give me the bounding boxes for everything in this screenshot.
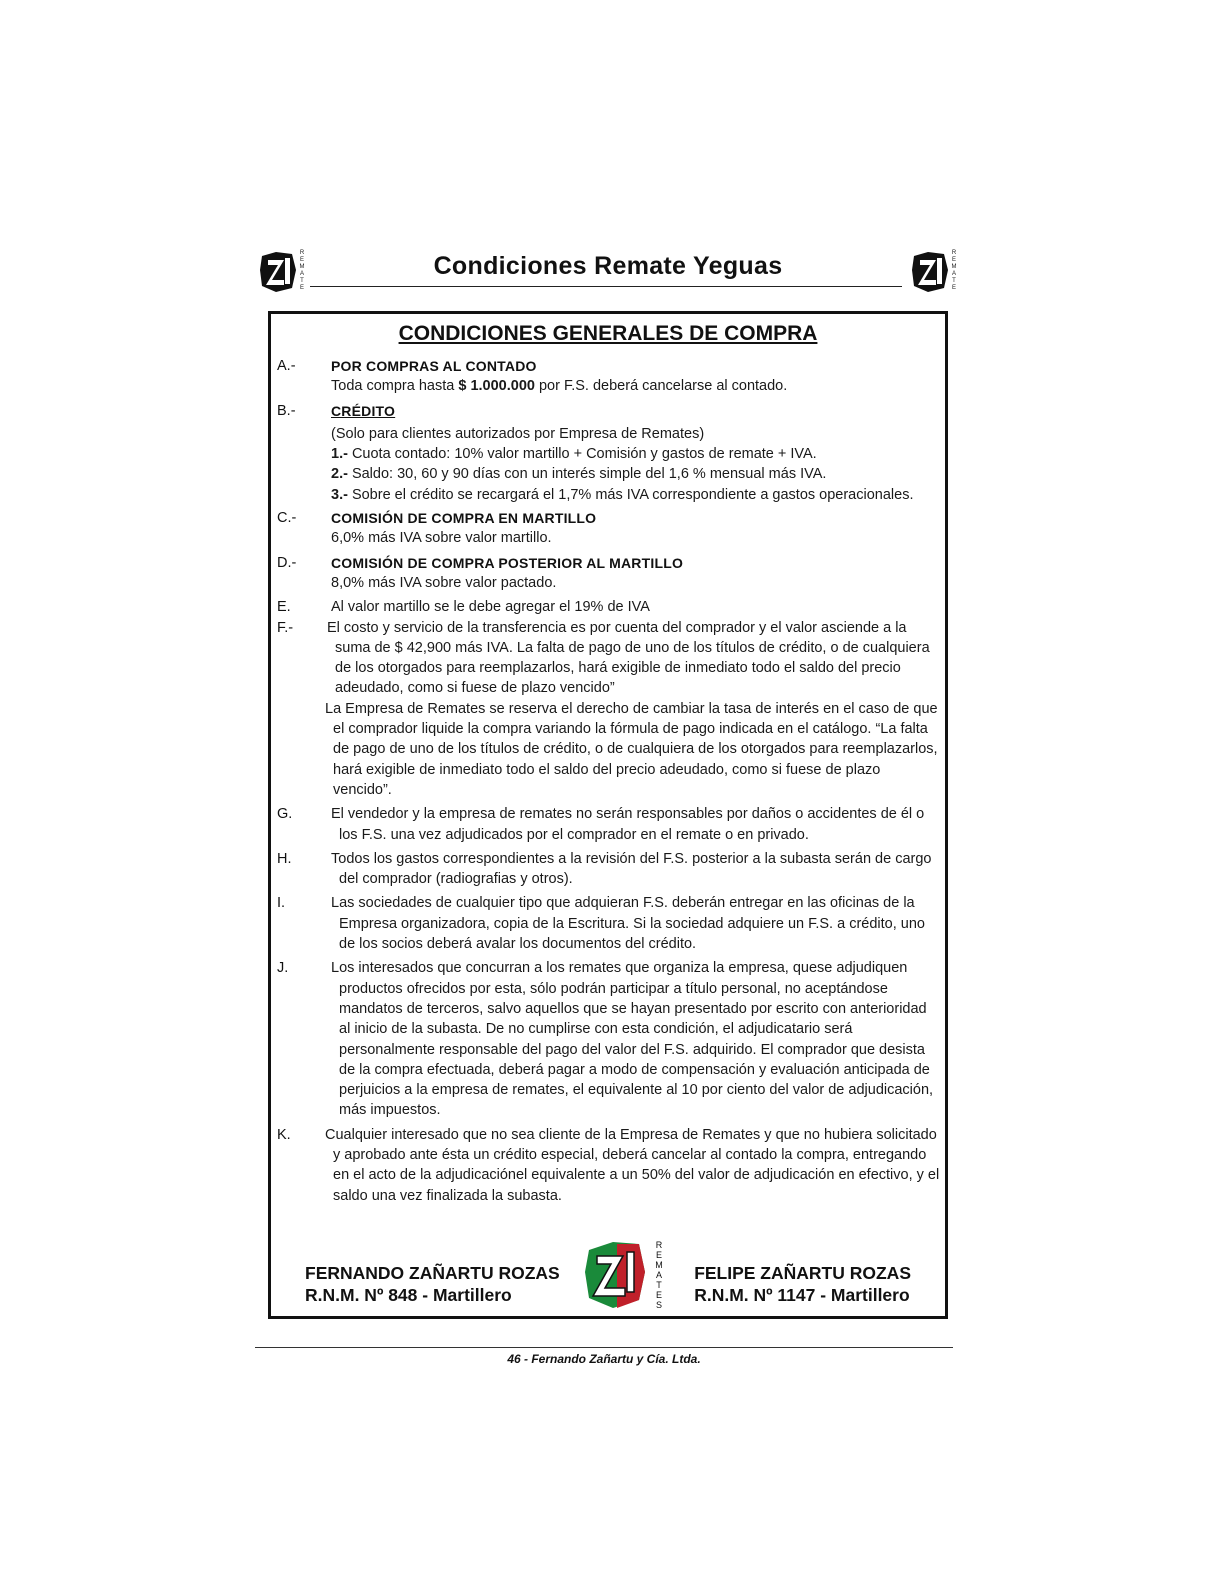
condition-item-d	[277, 553, 941, 594]
condition-item-c	[277, 508, 941, 549]
condition-item-f	[277, 618, 941, 801]
item-text: Toda compra hasta $ 1.000.000 por F.S. deberá cancelarse al contado.	[331, 378, 788, 395]
item-text: (Solo para clientes autorizados por Empresa de Remates)	[331, 425, 705, 442]
item-text: El costo y servicio de la transferencia es por cuenta del comprador y el valor asciende a la suma de $ 42,900 más IVA. La falta de pago de uno de los títulos de crédito, o de cualquiera de los otorgados para reemplazarlos, hará exigible de inmediato todo el saldo del precio adeudado, como si fuese de plazo vencido”	[327, 619, 930, 697]
logo-letter: T	[952, 278, 956, 284]
logo-letter: T	[300, 278, 304, 284]
logo-letter: R	[951, 250, 957, 256]
conditions-box	[268, 311, 948, 1319]
page-footer: 46 - Fernando Zañartu y Cía. Ltda.	[507, 1352, 701, 1366]
condition-item-h	[277, 849, 941, 890]
header-divider	[310, 286, 902, 287]
signature-left	[305, 1262, 560, 1306]
condition-item-j	[277, 958, 941, 1120]
zj-remates-logo-icon	[910, 250, 958, 294]
item-letter: H.	[277, 850, 292, 867]
condition-item-g	[277, 804, 941, 845]
svg-text:R: R	[655, 1240, 663, 1250]
logo-letter: R	[299, 250, 305, 256]
item-letter: I.	[277, 895, 286, 912]
item-letter: E.	[277, 599, 291, 616]
auctioneer-registration: R.N.M. Nº 848 - Martillero	[305, 1285, 512, 1305]
auctioneer-name: FELIPE ZAÑARTU ROZAS	[694, 1263, 911, 1283]
logo-letter: M	[951, 264, 957, 270]
logo-letter: E	[951, 257, 956, 263]
item-text: El vendedor y la empresa de remates no serán responsables por daños o accidentes de él o los F.S. una vez adjudicados por el comprador en el remate o en privado.	[331, 806, 925, 843]
item-text: 6,0% más IVA sobre valor martillo.	[331, 530, 552, 547]
item-letter: K.	[277, 1126, 291, 1143]
condition-item-k	[277, 1125, 941, 1206]
logo-letter: E	[951, 285, 956, 291]
logo-letter: A	[951, 271, 956, 277]
item-letter: G.	[277, 806, 293, 823]
condition-item-a	[277, 356, 941, 397]
item-letter: D.-	[277, 554, 297, 571]
logo-letter: E	[299, 285, 304, 291]
item-text: La Empresa de Remates se reserva el derecho de cambiar la tasa de interés en el caso de que el comprador liquide la compra variando la fórmula de pago indicada en el catálogo. “La falta de pago de uno de los títulos de crédito, o de cualquiera de los otorgados para reemplazarlos, hará exigible de inmediato todo el saldo del precio adeudado, como si fuese de plazo vencido”.	[325, 700, 938, 798]
svg-text:A: A	[655, 1270, 663, 1280]
credit-subitem: 2.- Saldo: 30, 60 y 90 días con un interés simple del 1,6 % mensual más IVA.	[331, 466, 827, 483]
logo-letter: M	[299, 264, 305, 270]
item-text: Los interesados que concurran a los remates que organiza la empresa, quese adjudiquen productos ofrecidos por esta, sólo podrán participar a título personal, no aceptándose mandatos de terceros, salvo aquellos que se hayan presentado por escrito con anterioridad al inicio de la subasta. De no cumplirse con esta condición, el adjudicatario será personalmente responsable del pago del valor del F.S. adquirido. El comprador que desista de la compra efectuada, deberá pagar a modo de compensación y evaluación anticipada de perjuicios a la empresa de remates, el equivalente al 10 por ciento del valor de adjudicación, más impuestos.	[331, 960, 934, 1119]
item-text: Todos los gastos correspondientes a la revisión del F.S. posterior a la subasta serán de cargo del comprador (radiografias y otros).	[331, 850, 932, 888]
credit-subitem: 3.- Sobre el crédito se recargará el 1,7% más IVA correspondiente a gastos operacionales.	[331, 486, 914, 503]
signatures	[305, 1238, 911, 1308]
svg-text:M: M	[655, 1260, 663, 1270]
auctioneer-registration: R.N.M. Nº 1147 - Martillero	[694, 1285, 910, 1305]
conditions-list	[277, 356, 941, 1209]
zj-remates-logo-icon	[258, 250, 306, 294]
item-text: 8,0% más IVA sobre valor pactado.	[331, 574, 557, 591]
item-text: Las sociedades de cualquier tipo que adquieran F.S. deberán entregar en las oficinas de la Empresa organizadora, copia de la Escritura. Si la sociedad adquiere un F.S. a crédito, uno de los socios deberá avalar los documentos del crédito.	[331, 895, 925, 953]
credit-subitem: 1.- Cuota contado: 10% valor martillo + Comisión y gastos de remate + IVA.	[331, 446, 817, 463]
svg-text:E: E	[655, 1250, 663, 1260]
condition-item-e	[277, 597, 941, 617]
condition-item-i	[277, 893, 941, 954]
item-heading: COMISIÓN DE COMPRA EN MARTILLO	[331, 510, 597, 527]
condition-item-b	[277, 401, 941, 505]
item-letter: A.-	[277, 358, 296, 374]
item-letter: J.	[277, 960, 289, 977]
item-letter: F.-	[277, 619, 294, 636]
item-heading: CRÉDITO	[331, 402, 396, 419]
item-text: Al valor martillo se le debe agregar el 19% de IVA	[331, 599, 650, 616]
page-title: Condiciones Remate Yeguas	[433, 252, 783, 280]
signature-right	[694, 1262, 911, 1306]
item-text: Cualquier interesado que no sea cliente de la Empresa de Remates y que no hubiera solicitado y aprobado ante ésta un crédito especial, deberá cancelar al contado la compra, entregando en el acto de la adjudicaciónel equivalente a un 50% del valor de adjudicación en efectivo, y el saldo una vez finalizada la subasta.	[325, 1126, 940, 1204]
logo-letter: A	[299, 271, 304, 277]
item-letter: B.-	[277, 402, 296, 419]
zj-remates-logo-icon	[583, 1238, 673, 1310]
amount-value: $ 1.000.000	[458, 378, 535, 395]
item-letter: C.-	[277, 510, 297, 527]
conditions-title: CONDICIONES GENERALES DE COMPRA	[398, 322, 818, 345]
logo-letter: E	[299, 257, 304, 263]
page-header	[258, 250, 958, 294]
item-heading: POR COMPRAS AL CONTADO	[331, 358, 537, 374]
item-heading: COMISIÓN DE COMPRA POSTERIOR AL MARTILLO	[331, 554, 684, 571]
auctioneer-name: FERNANDO ZAÑARTU ROZAS	[305, 1263, 560, 1283]
svg-text:E: E	[655, 1290, 663, 1300]
svg-text:T: T	[656, 1280, 662, 1290]
footer-divider	[255, 1347, 953, 1348]
svg-text:S: S	[655, 1300, 663, 1310]
